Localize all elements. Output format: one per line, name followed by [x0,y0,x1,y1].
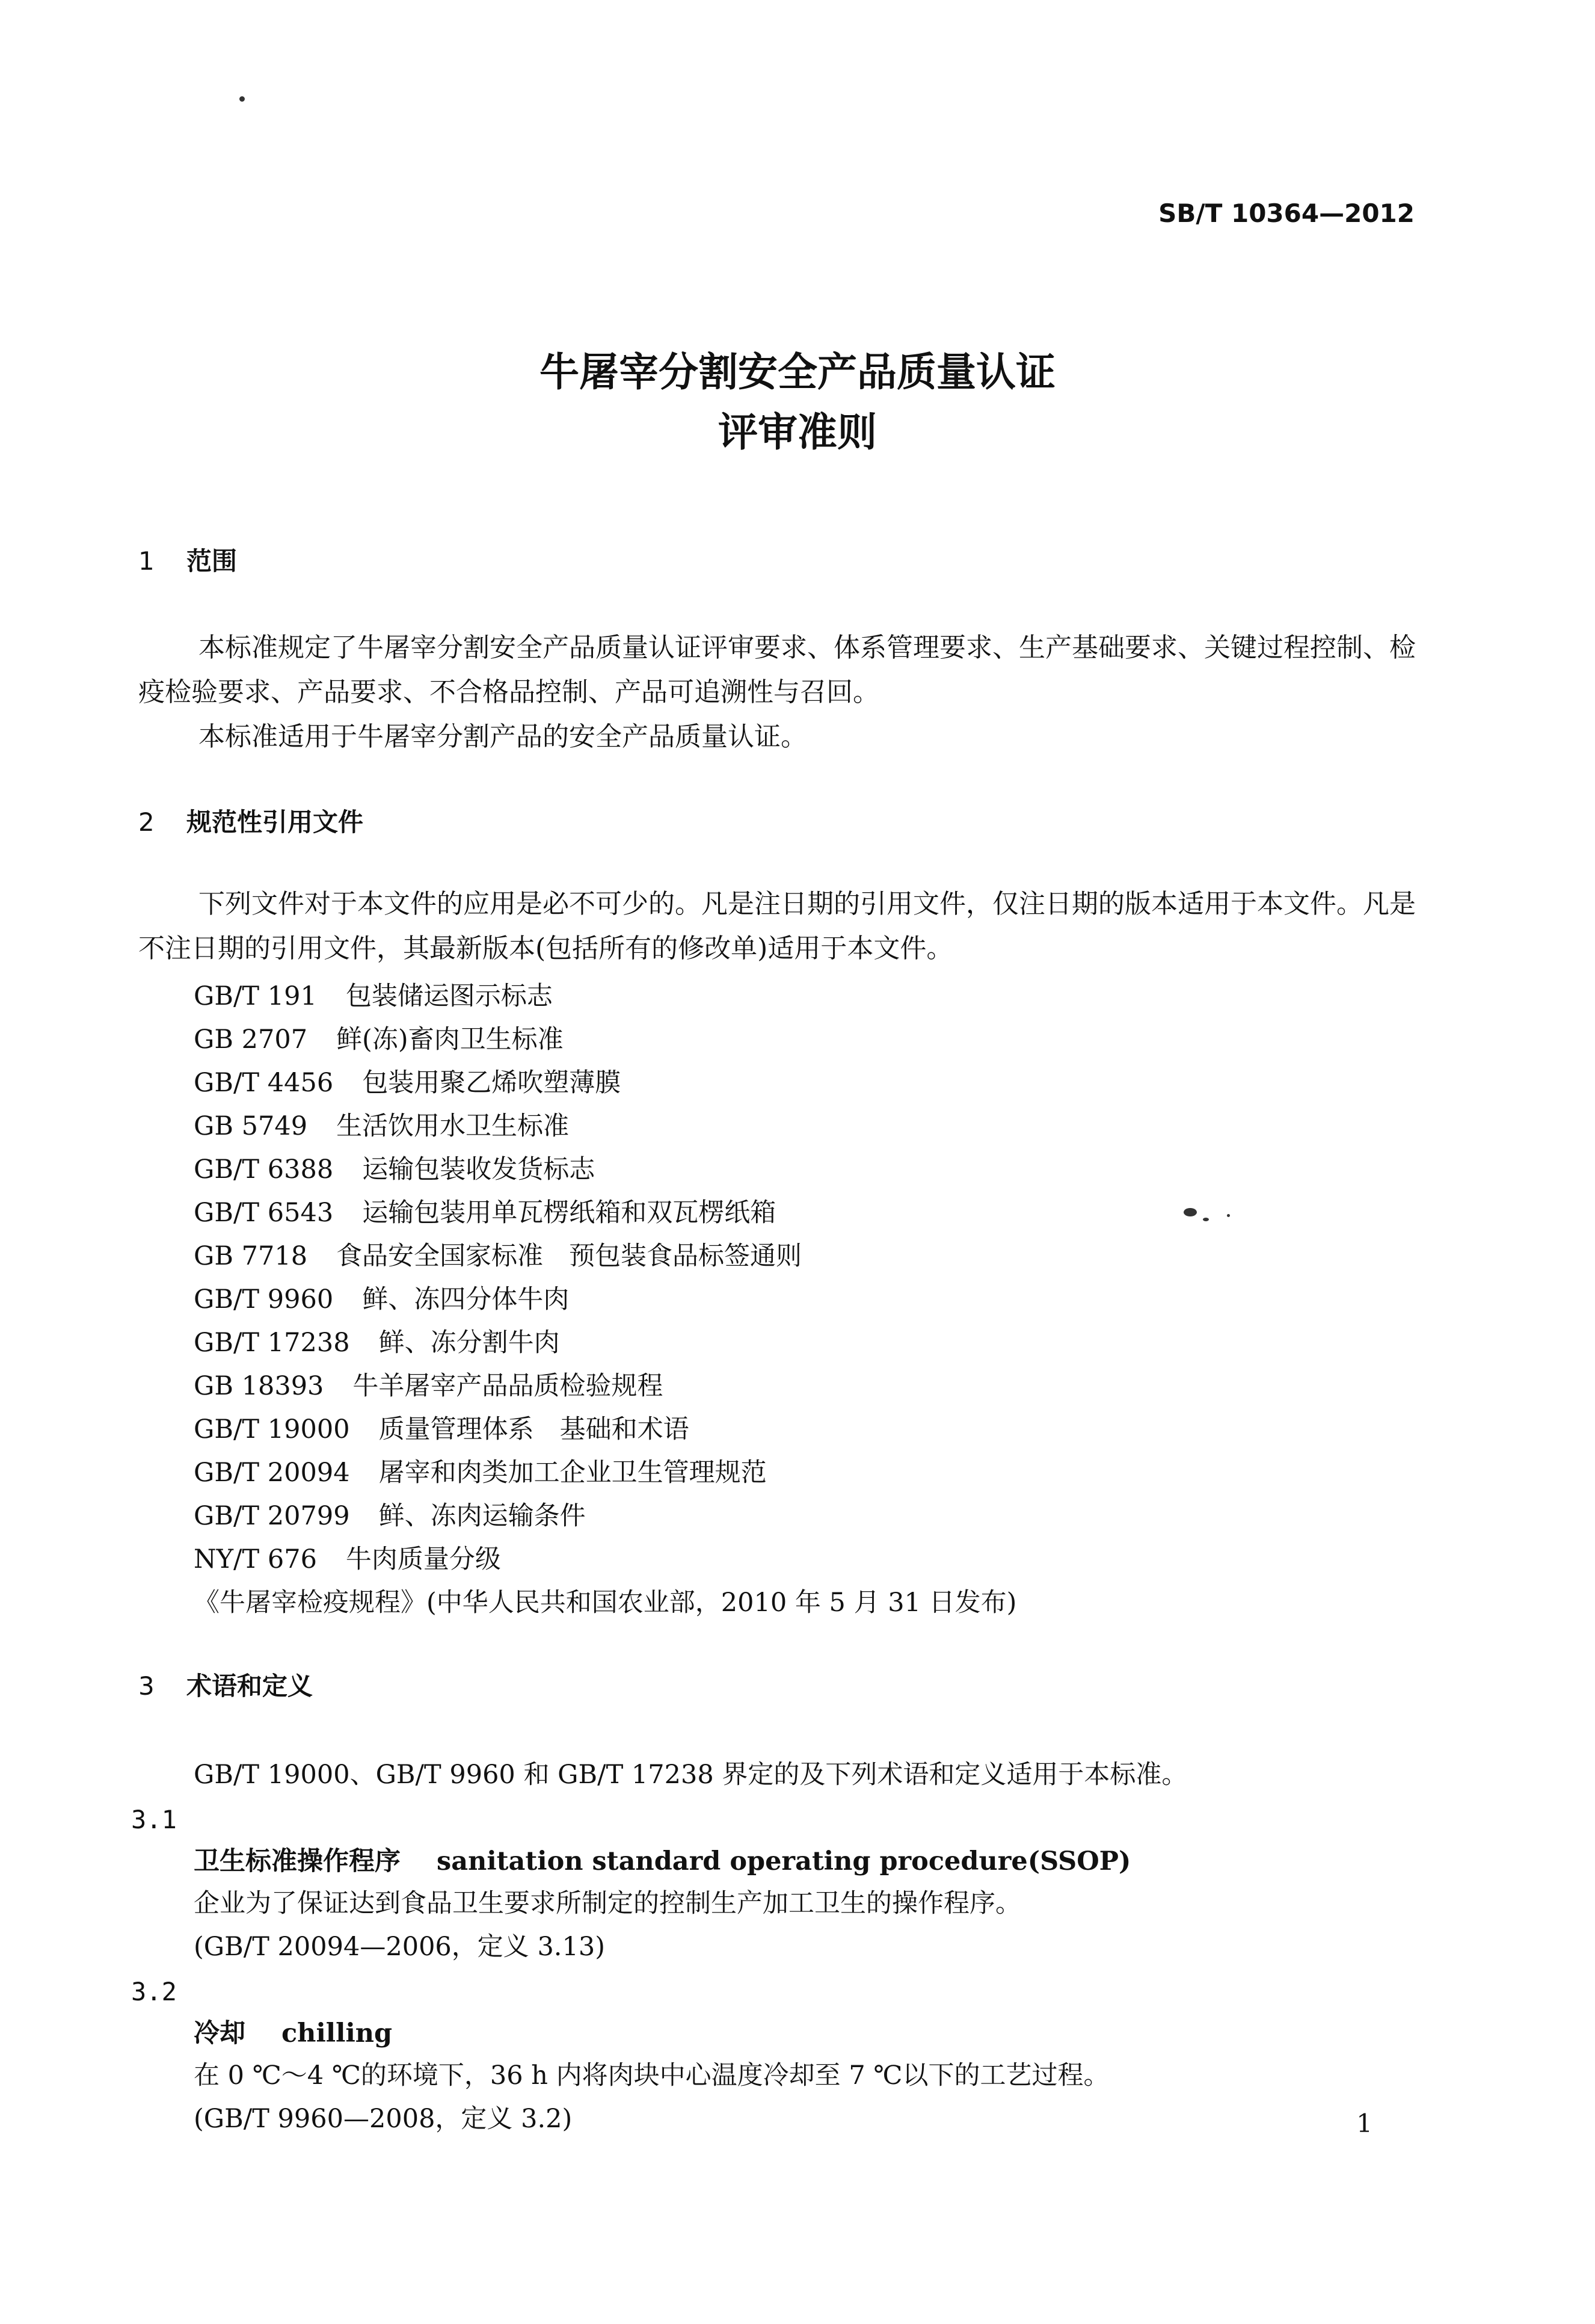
reference-title: 牛羊屠宰产品品质检验规程 [352,1371,663,1401]
section-1-paragraph: 本标准适用于牛屠宰分割产品的安全产品质量认证。 [198,721,807,752]
reference-title: 运输包装收发货标志 [362,1154,595,1185]
reference-item [194,1019,564,1056]
reference-title: 鲜、冻分割牛肉 [378,1328,560,1358]
section-number: 2 [138,807,155,837]
reference-code: GB 18393 [194,1371,324,1401]
reference-item [194,1539,501,1576]
section-number: 1 [138,546,155,576]
section-1-heading [138,541,237,578]
reference-title: 鲜(冻)畜肉卫生标准 [336,1025,564,1055]
reference-item [194,1192,776,1229]
reference-title: 食品安全国家标准 预包装食品标签通则 [336,1241,802,1271]
term-en: chilling [281,2018,393,2048]
reference-item [194,976,553,1013]
section-title: 范围 [186,546,238,576]
reference-item [194,1452,767,1489]
reference-code: GB/T 9960 [194,1284,334,1315]
reference-code: GB/T 17238 [194,1328,350,1358]
section-2-intro: 下列文件对于本文件的应用是必不可少的。凡是注日期的引用文件，仅注日期的版本适用于本文件。凡是不注日期的引用文件，其最新版本(包括所有的修改单)适用于本文件。 [138,889,1416,964]
reference-code: GB 2707 [194,1025,308,1055]
reference-code: NY/T 676 [194,1544,317,1574]
reference-code: GB 5749 [194,1111,308,1141]
reference-item-regulation: 《牛屠宰检疫规程》(中华人民共和国农业部，2010 年 5 月 31 日发布) [194,1588,1017,1618]
reference-code: GB/T 19000 [194,1414,350,1444]
reference-title: 生活饮用水卫生标准 [336,1111,570,1141]
term-number: 3.1 [131,1805,177,1834]
reference-code: GB/T 6388 [194,1154,334,1185]
section-2-heading [138,803,363,839]
term-source: (GB/T 9960—2008，定义 3.2) [194,2104,573,2134]
document-title: 牛屠宰分割安全产品质量认证 [539,349,1056,395]
reference-code: GB/T 20799 [194,1501,350,1531]
reference-item [194,1279,569,1316]
term-heading [194,1841,1131,1878]
reference-item [194,1062,621,1099]
section-1-paragraph: 本标准规定了牛屠宰分割安全产品质量认证评审要求、体系管理要求、生产基础要求、关键过程控制、检疫检验要求、产品要求、不合格品控制、产品可追溯性与召回。 [138,632,1416,707]
term-definition: 企业为了保证达到食品卫生要求所制定的控制生产加工卫生的操作程序。 [194,1888,1021,1919]
section-3-heading [138,1666,313,1703]
reference-code: GB/T 191 [194,981,317,1011]
reference-item [194,1236,802,1272]
reference-item [194,1496,586,1532]
term-number: 3.2 [131,1977,177,2006]
reference-code: GB/T 6543 [194,1198,334,1228]
term-source: (GB/T 20094—2006，定义 3.13) [194,1932,605,1962]
section-title: 规范性引用文件 [186,807,364,837]
reference-item [194,1322,560,1359]
page-number: 1 [1356,2109,1372,2138]
reference-title: 包装储运图示标志 [345,981,553,1011]
term-cn: 卫生标准操作程序 [194,1846,401,1876]
reference-code: GB 7718 [194,1241,308,1271]
scan-speck [1184,1208,1197,1216]
reference-title: 鲜、冻肉运输条件 [378,1501,586,1531]
reference-item [194,1149,595,1186]
standard-code: SB/T 10364—2012 [1158,199,1415,228]
reference-title: 鲜、冻四分体牛肉 [362,1284,570,1315]
section-3-intro: GB/T 19000、GB/T 9960 和 GB/T 17238 界定的及下列术语和定义适用于本标准。 [194,1760,1188,1790]
reference-code: GB/T 4456 [194,1068,334,1098]
reference-title: 运输包装用单瓦楞纸箱和双瓦楞纸箱 [362,1198,776,1228]
scan-speck [1203,1218,1209,1221]
document-subtitle: 评审准则 [718,409,877,455]
section-number: 3 [138,1671,155,1701]
reference-item [194,1366,663,1402]
reference-title: 质量管理体系 基础和术语 [378,1414,689,1444]
reference-title: 屠宰和肉类加工企业卫生管理规范 [378,1458,767,1488]
scan-speck [1227,1214,1230,1217]
reference-title: 包装用聚乙烯吹塑薄膜 [362,1068,621,1098]
term-heading [194,2013,392,2050]
term-cn: 冷却 [194,2018,245,2048]
term-definition: 在 0 ℃～4 ℃的环境下，36 h 内将肉块中心温度冷却至 7 ℃以下的工艺过程。 [194,2060,1110,2091]
section-title: 术语和定义 [186,1671,313,1701]
term-en: sanitation standard operating procedure(SSOP) [437,1846,1131,1876]
reference-item [194,1409,689,1446]
reference-item [194,1106,569,1142]
reference-title: 牛肉质量分级 [345,1544,501,1574]
scan-speck [239,96,245,102]
reference-code: GB/T 20094 [194,1458,350,1488]
